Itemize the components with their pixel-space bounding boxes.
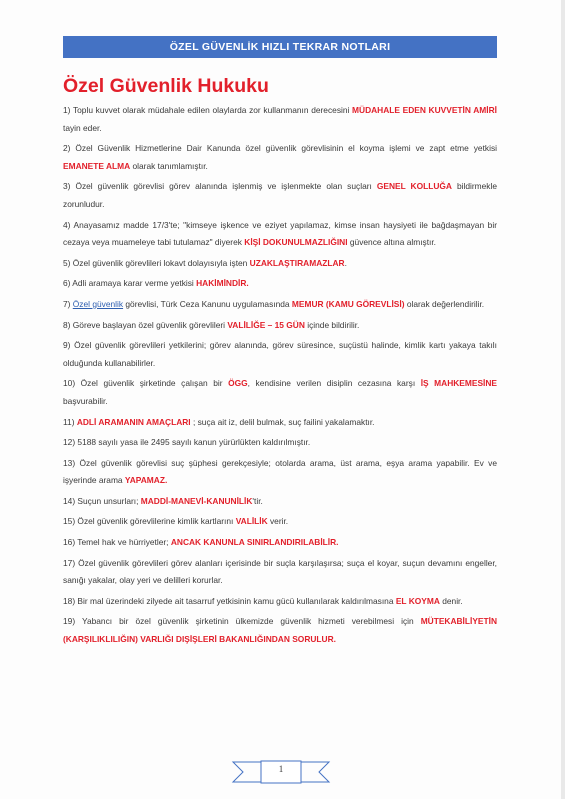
- note-item-6: [63, 275, 497, 293]
- highlighted-term: MADDİ-MANEVİ-KANUNİLİK: [140, 495, 253, 506]
- highlighted-term: ADLİ ARAMANIN AMAÇLARI: [76, 416, 191, 427]
- note-text: 9) Özel güvenlik görevlileri yetkilerini; görev alanında, görev süresince, suçüstü halinde, kimlik kartı yakaya takılı olduğunda kullanabilirler.: [63, 340, 497, 368]
- highlighted-term: ANCAK KANUNLA SINIRLANDIRILABİLİR.: [170, 537, 339, 548]
- section-heading: Özel Güvenlik Hukuku: [63, 75, 269, 97]
- note-item-11: [63, 414, 497, 432]
- page-footer: [231, 760, 331, 784]
- note-item-18: [63, 593, 497, 611]
- note-text: 6) Adli aramaya karar verme yetkisi: [63, 278, 197, 289]
- note-item-2: [63, 140, 497, 175]
- title-banner: ÖZEL GÜVENLİK HIZLI TEKRAR NOTLARI: [63, 36, 497, 58]
- highlighted-term: UZAKLAŞTIRAMAZLAR: [249, 257, 345, 268]
- highlighted-term: YAPAMAZ.: [124, 475, 168, 486]
- note-text: 16) Temel hak ve hürriyetler;: [63, 537, 171, 548]
- note-text: , kendisine verilen disiplin cezasına karşı: [247, 378, 421, 389]
- note-text: denir.: [439, 595, 463, 606]
- highlighted-term: KİŞİ DOKUNULMAZLIĞINI: [244, 237, 348, 248]
- highlighted-term: EMANETE ALMA: [63, 160, 131, 171]
- note-item-10: [63, 375, 497, 410]
- note-item-7: [63, 296, 497, 314]
- highlighted-term: VALİLİK: [235, 516, 268, 527]
- note-text: 'tir.: [252, 495, 263, 506]
- highlighted-term: MÜDAHALE EDEN KUVVETİN AMİRİ: [352, 105, 497, 115]
- note-text: 13) Özel güvenlik görevlisi suç şüphesi gerekçesiyle; otolarda arama, üst arama, eşya arama yapabilir. Ev ve işyerinde arama: [63, 457, 497, 486]
- note-text: içinde bildirilir.: [304, 319, 360, 330]
- note-text: güvence altına almıştır.: [347, 237, 437, 248]
- note-text: 12) 5188 sayılı yasa ile 2495 sayılı kanun yürürlükten kaldırılmıştır.: [63, 437, 311, 448]
- note-text: 17) Özel güvenlik görevlileri görev alanları içerisinde bir suçla karşılaşırsa; suça el koyar, suçun devamını engeller, sanığı yakalar, olay yeri ve delilleri korurlar.: [63, 557, 497, 586]
- note-text: görevlisi, Türk Ceza Kanunu uygulamasında: [123, 298, 292, 309]
- note-item-5: [63, 255, 497, 273]
- notes-list: [63, 102, 497, 652]
- highlighted-term: HAKİMİNDİR.: [196, 278, 249, 289]
- note-item-1: [63, 102, 497, 137]
- highlighted-term: MÜTEKABİLİYETİN (KARŞILIKLILIĞIN) VARLIĞI DIŞİŞLERİ BAKANLIĞINDAN SORULUR.: [63, 616, 497, 645]
- note-item-9: [63, 337, 497, 372]
- note-item-8: [63, 317, 497, 335]
- highlighted-term: İŞ MAHKEMESİNE: [420, 378, 497, 389]
- note-text: 18) Bir mal üzerindeki zilyede ait tasarruf yetkisinin kamu gücü kullanılarak kaldırılmasına: [63, 595, 396, 606]
- note-item-12: [63, 434, 497, 452]
- note-text: 19) Yabancı bir özel güvenlik şirketinin ülkemizde güvenlik hizmeti verebilmesi için: [63, 616, 421, 627]
- note-text: tayin eder.: [63, 122, 102, 133]
- note-item-19: [63, 613, 497, 648]
- note-item-17: [63, 555, 497, 590]
- note-text: 2) Özel Güvenlik Hizmetlerine Dair Kanunda özel güvenlik görevlisinin el koyma işlemi ve zapt etme yetkisi: [63, 143, 497, 154]
- note-text: verir.: [267, 516, 289, 527]
- note-text: 1) Toplu kuvvet olarak müdahale edilen olaylarda zor kullanmanın derecesini: [63, 105, 353, 115]
- note-item-14: [63, 493, 497, 511]
- note-text: 14) Suçun unsurları;: [63, 495, 141, 506]
- note-text: ; suça ait iz, delil bulmak, suç failini yakalamaktır.: [190, 416, 375, 427]
- note-item-13: [63, 455, 497, 490]
- ozel-guvenlik-link[interactable]: Özel güvenlik: [72, 298, 124, 309]
- note-text: 7): [63, 298, 73, 309]
- highlighted-term: GENEL KOLLUĞA: [376, 181, 452, 192]
- note-text: olarak tanımlamıştır.: [130, 160, 208, 171]
- note-text: başvurabilir.: [63, 395, 108, 406]
- page-number: 1: [278, 764, 284, 774]
- note-text: 8) Göreve başlayan özel güvenlik görevlileri: [63, 319, 228, 330]
- note-text: bildirmekle zorunludur.: [63, 181, 497, 209]
- note-text: 4) Anayasamız madde 17/3'te; "kimseye işkence ve eziyet yapılamaz, kimse insan haysiyeti ile bağdaşmayan bir cezaya veya muameleye tabi tutulamaz" diyerek: [63, 219, 497, 248]
- note-item-3: [63, 178, 497, 213]
- page-edge-shadow: [561, 0, 565, 799]
- note-item-15: [63, 513, 497, 531]
- note-text: 10) Özel güvenlik şirketinde çalışan bir: [63, 378, 229, 389]
- note-text: 5) Özel güvenlik görevlileri lokavt dolayısıyla işten: [63, 257, 250, 268]
- highlighted-term: EL KOYMA: [395, 595, 440, 606]
- note-text: 3) Özel güvenlik görevlisi görev alanında işlenmiş ve işlenmekte olan suçları: [63, 181, 377, 192]
- note-text: 15) Özel güvenlik görevlilerine kimlik kartlarını: [63, 516, 236, 527]
- highlighted-term: ÖGG: [228, 378, 248, 389]
- note-item-16: [63, 534, 497, 552]
- note-item-4: [63, 217, 497, 252]
- note-text: .: [344, 257, 347, 268]
- highlighted-term: MEMUR (KAMU GÖREVLİSİ): [291, 298, 405, 309]
- highlighted-term: VALİLİĞE – 15 GÜN: [227, 319, 305, 330]
- note-text: 11): [63, 416, 77, 427]
- note-text: olarak değerlendirilir.: [404, 298, 485, 309]
